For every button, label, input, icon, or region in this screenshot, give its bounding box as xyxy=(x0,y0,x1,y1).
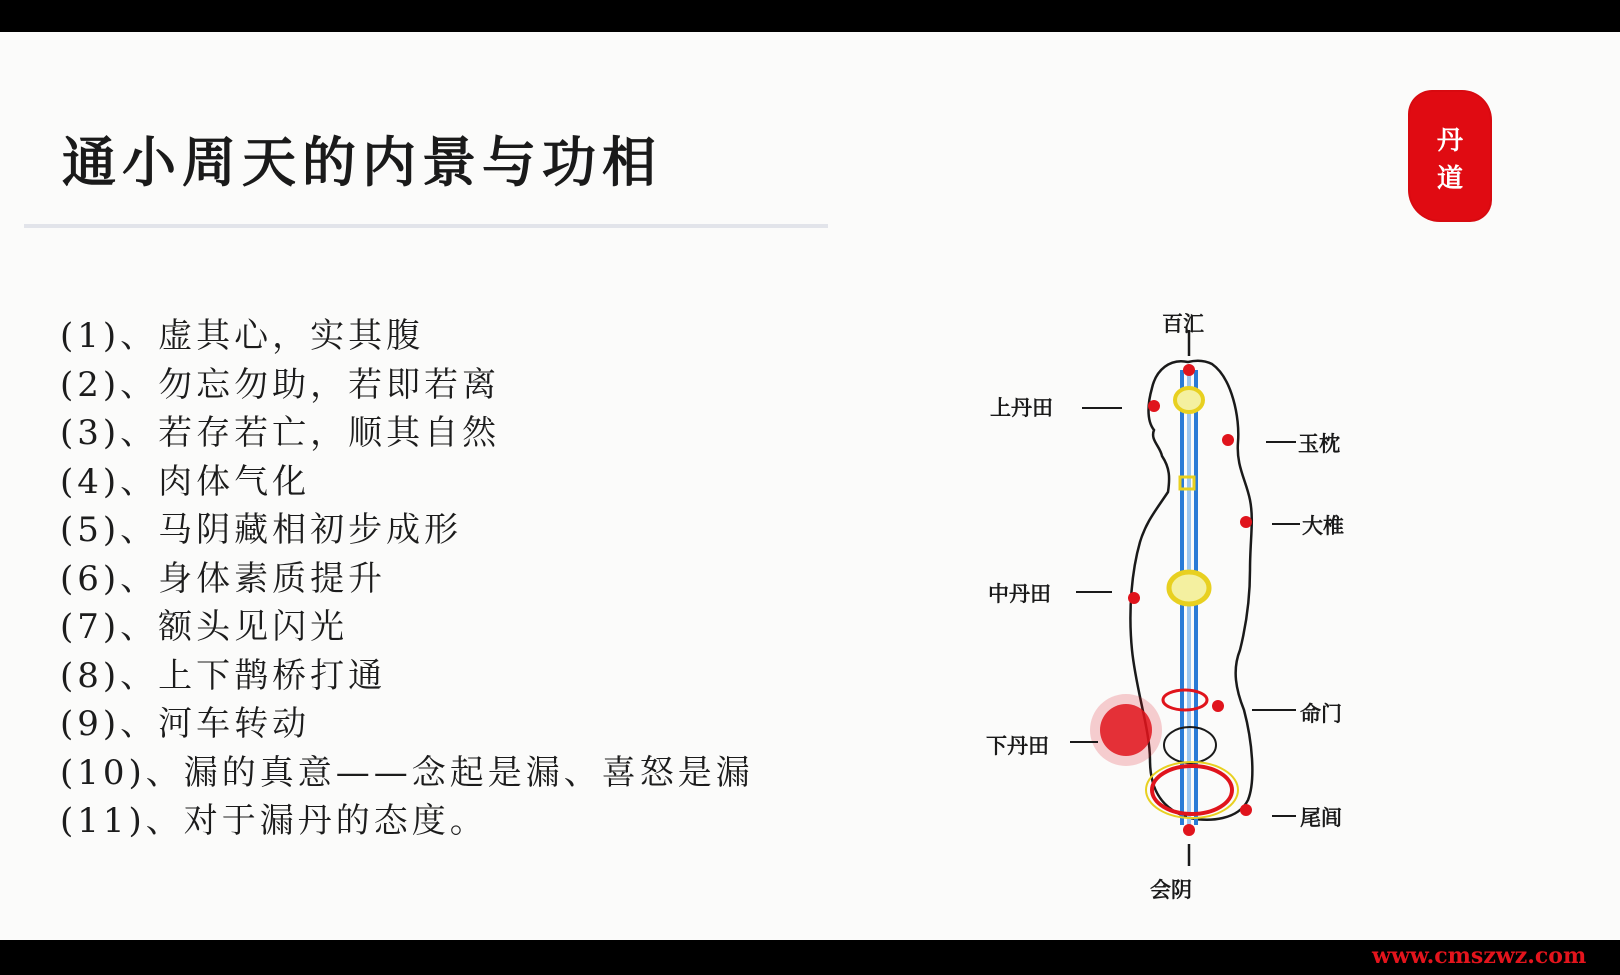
list-item: (6)、身体素质提升 xyxy=(60,558,387,599)
point-huiyin xyxy=(1183,824,1195,836)
upper-dantian-ring xyxy=(1175,388,1203,412)
label-dazhui: 大椎 xyxy=(1302,514,1344,538)
list-item: (4)、肉体气化 xyxy=(60,461,311,502)
seal-char-2: 道 xyxy=(1436,164,1463,194)
list-item: (5)、马阴藏相初步成形 xyxy=(60,510,463,550)
list-item: (2)、勿忘勿助，若即若离 xyxy=(60,364,501,405)
top-letterbox xyxy=(0,0,1620,32)
middle-dantian-ring xyxy=(1169,572,1209,604)
list-item: (7)、额头见闪光 xyxy=(60,607,349,647)
point-dazhui xyxy=(1240,516,1252,528)
seal-stamp xyxy=(1410,92,1490,220)
point-middle-dantian xyxy=(1128,592,1140,604)
list-item: (3)、若存若亡，顺其自然 xyxy=(60,413,501,453)
label-upper-dantian: 上丹田 xyxy=(990,396,1053,420)
list-item: (9)、河车转动 xyxy=(60,704,311,744)
label-mingmen: 命门 xyxy=(1300,702,1342,726)
label-baihui: 百汇 xyxy=(1162,312,1204,336)
list-item: (10)、漏的真意——念起是漏、喜怒是漏 xyxy=(60,752,754,793)
watermark-url: www.cmszwz.com xyxy=(1372,943,1587,969)
list-item: (11)、对于漏丹的态度。 xyxy=(60,801,488,841)
label-middle-dantian: 中丹田 xyxy=(988,582,1051,606)
title-divider xyxy=(24,224,828,228)
label-yuzhen: 玉枕 xyxy=(1298,432,1340,456)
list-item: (8)、上下鹊桥打通 xyxy=(60,655,387,696)
body-figure-illustration xyxy=(1000,270,1420,930)
point-baihui xyxy=(1183,364,1195,376)
item-list xyxy=(60,312,754,846)
label-weilu: 尾闾 xyxy=(1300,806,1342,830)
point-yuzhen xyxy=(1222,434,1234,446)
point-weilu xyxy=(1240,804,1252,816)
lower-dantian-ring xyxy=(1152,766,1232,814)
point-upper-dantian xyxy=(1148,400,1160,412)
slide xyxy=(0,32,1620,940)
slide-title: 通小周天的内景与功相 xyxy=(62,130,662,194)
label-huiyin: 会阴 xyxy=(1150,878,1192,902)
point-mingmen xyxy=(1212,700,1224,712)
meridian-diagram xyxy=(986,270,1420,930)
label-lower-dantian: 下丹田 xyxy=(986,734,1049,758)
seal-char-1: 丹 xyxy=(1436,126,1463,156)
list-item: (1)、虚其心，实其腹 xyxy=(60,316,425,356)
